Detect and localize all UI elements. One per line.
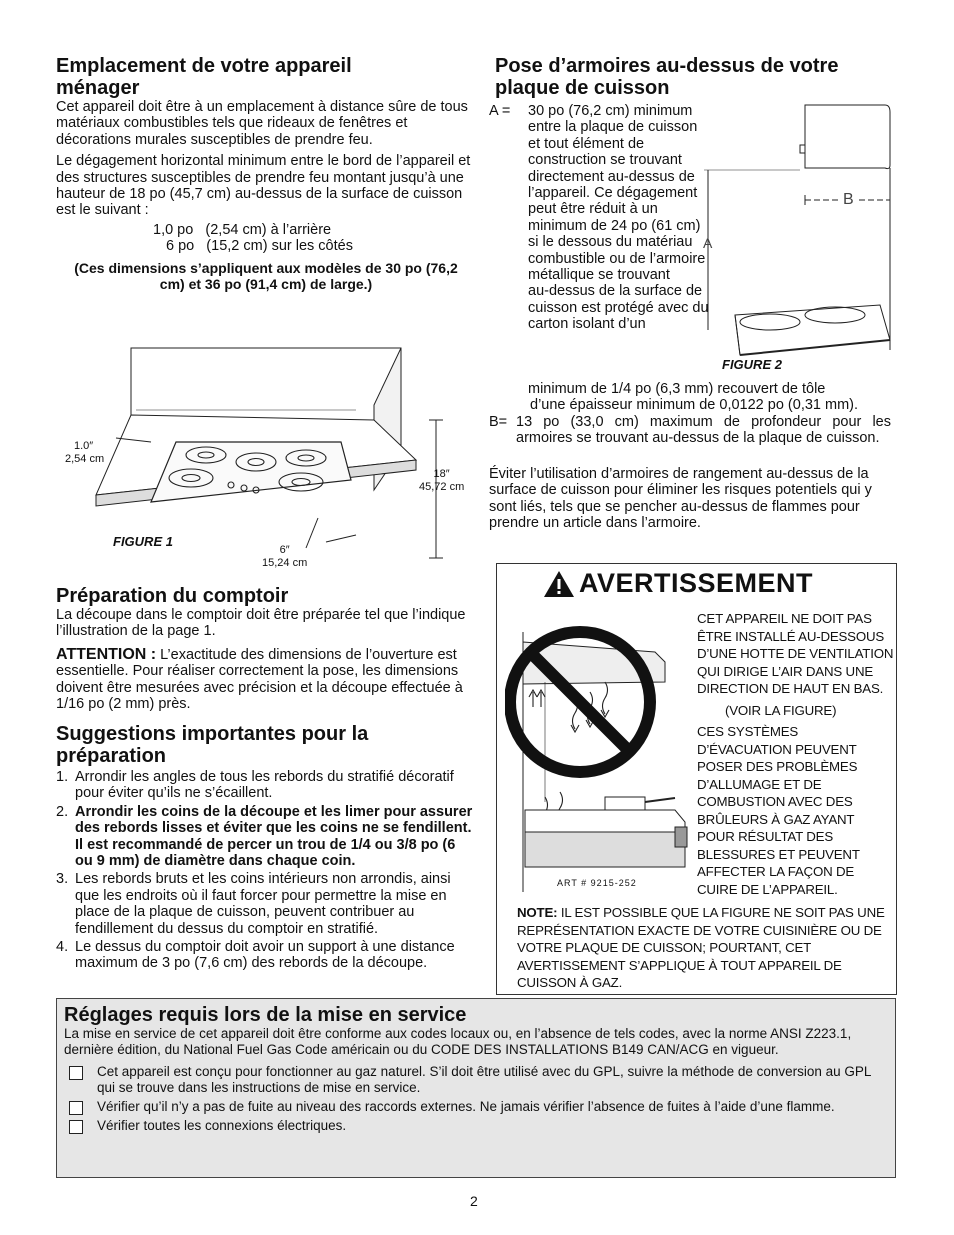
section-armoires — [495, 55, 895, 99]
warning-header — [542, 568, 813, 599]
warning-title: AVERTISSEMENT — [579, 568, 814, 598]
paragraph: La mise en service de cet appareil doit être conforme aux codes locaux ou, en l’absence de tels codes, avec la norme ANSI Z223.1, dernière édition, du National Fuel Gas Code américain ou du CODE DES INSTALLATIONS B149 CAN/ACG en vigueur. — [64, 1026, 852, 1057]
clearance-rear: 1,0 po (2,54 cm) à l’arrière — [153, 221, 332, 238]
checkbox[interactable] — [69, 1101, 83, 1115]
checkbox[interactable] — [69, 1120, 83, 1134]
checklist-item: Vérifier toutes les connexions électriques. — [64, 1118, 888, 1134]
section-suggestions — [56, 723, 476, 972]
dimension-note: (Ces dimensions s’appliquent aux modèles de 30 po (76,2 cm) et 36 po (91,4 cm) de large.) — [74, 259, 458, 293]
list-item: 2. Arrondir les coins de la découpe et les limer pour assurer des rebords lisses et éviter que les coins ne se fendillent. Il est recommandé de percer un trou de 1/4 ou 3/8 po (6 ou 9 mm) de diamètre dans chaque coin. — [56, 803, 473, 870]
warning-illustration — [505, 622, 695, 897]
warning-box — [496, 563, 897, 995]
figure-1-caption: FIGURE 1 — [113, 534, 173, 549]
clearance-b: B= 13 po (33,0 cm) maximum de profondeur pour les armoires se trouvant au‑dessus de la plaque de cuisson. — [489, 414, 891, 447]
checklist-item: Vérifier qu’il n’y a pas de fuite au niveau des raccords externes. Ne jamais vérifier l’absence de fuites à l’aide d’une flamme. — [64, 1099, 888, 1115]
paragraph: Cet appareil doit être à un emplacement à distance sûre de tous matériaux combustibles tels que rideaux de fenêtres et décorations murales susceptibles de prendre feu. — [56, 99, 468, 148]
section-preparation-comptoir — [56, 585, 476, 712]
art-number: ART # 9215-252 — [557, 878, 637, 888]
figure-2-caption: FIGURE 2 — [722, 357, 782, 372]
list-item: 3. Les rebords bruts et les coins intérieurs non arrondis, ainsi que les endroits où il faut forcer pour permettre la mise en place de la plaque de cuisson, peuvent contribuer au fendillement du dessus du comptoir en stratifié. — [56, 871, 451, 937]
figure-2-label-b: B — [843, 191, 854, 208]
section-title: Préparation du comptoir — [56, 585, 289, 607]
list-item: 4. Le dessus du comptoir doit avoir un support à une distance maximum de 3 po (7,6 cm) des rebords de la découpe. — [56, 939, 455, 972]
section-title: Suggestions importantes pour la préparation — [56, 723, 369, 767]
suggestions-list — [56, 769, 476, 972]
warning-text: CET APPAREIL NE DOIT PAS ÊTRE INSTALLÉ AU‑DESSOUS D’UNE HOTTE DE VENTILATION QUI DIRIGE L’AIR DANS UNE DIRECTION DE HAUT EN BAS. (VOIR LA FIGURE) CES SYSTÈMES D’ÉVACUATION PEUVENT POSER DES PROBLÈMES D’ALLUMAGE ET DE COMBUSTION AVEC DES BRÛLEURS À GAZ AYANT POUR RÉSULTAT DES BLESSURES ET PEUVENT AFFECTER LA FAÇON DE CUIRE DE L’APPAREIL. — [697, 611, 894, 897]
warning-note: NOTE: IL EST POSSIBLE QUE LA FIGURE NE SOIT PAS UNE REPRÉSENTATION EXACTE DE VOTRE CUISINIÈRE OU DE VOTRE PLAQUE DE CUISSON; POURTANT, CET AVERTISSEMENT S’APPLIQUE À TOUT APPAREIL DE CUISSON À GAZ. — [517, 905, 885, 990]
paragraph: La découpe dans le comptoir doit être préparée tel que l’indique l’illustration de la page 1. — [56, 607, 466, 640]
clearance-sides: 6 po (15,2 cm) sur les côtés — [166, 238, 353, 255]
warning-triangle-icon — [542, 569, 576, 599]
checklist — [64, 1064, 888, 1134]
reglages-box — [56, 998, 896, 1178]
dim-height: 18″ 45,72 cm — [419, 468, 465, 493]
clearance-a: A = 30 po (76,2 cm) minimum entre la plaque de cuisson et tout élément de construction se trouvant directement au‑dessus de l’appareil. Ce dégagement peut être réduit à un minimum de 24 po (61 cm) si le dessous du matériau combustible ou de l’armoire métallique se trouvant au‑dessus de la surface de cuisson est protégé avec du carton isolant d’un — [489, 103, 709, 333]
dim-side: 6″ 15,24 cm — [262, 544, 308, 569]
page-number: 2 — [470, 1193, 478, 1209]
avoid-paragraph: Éviter l’utilisation d’armoires de rangement au‑dessus de la surface de cuisson pour éliminer les risques potentiels qui y sont liés, tels que se pencher au‑dessus de flammes pour prendre un article dans l’armoire. — [489, 466, 872, 532]
section-emplacement — [56, 55, 476, 292]
attention-paragraph: ATTENTION : L’exactitude des dimensions de l’ouverture est essentielle. Pour réaliser correctement la pose, les dimensions doivent être mesurées avec précision et la découpe effectuée à 1/16 po (2 mm) près. — [56, 645, 463, 713]
section-title: Réglages requis lors de la mise en service — [64, 1004, 467, 1026]
list-item: 1. Arrondir les angles de tous les rebords du stratifié décoratif pour éviter qu’ils ne s’écaillent. — [56, 769, 454, 802]
figure-2-label-a: A — [703, 235, 713, 251]
checkbox[interactable] — [69, 1066, 83, 1080]
section-title: Pose d’armoires au‑dessus de votre plaque de cuisson — [495, 55, 839, 99]
figure-2-cabinet-illustration — [700, 100, 895, 370]
paragraph: Le dégagement horizontal minimum entre le bord de l’appareil et des structures susceptibles de prendre feu montant jusqu’à une hauteur de 18 po (45,7 cm) au‑dessus de la surface de cuisson est le suivant : — [56, 153, 471, 219]
section-title: Emplacement de votre appareil ménager — [56, 55, 352, 99]
checklist-item: Cet appareil est conçu pour fonctionner au gaz naturel. S’il doit être utilisé avec du GPL, suivre la méthode de conversion au GPL qui se trouve dans les instructions de mise en service. — [64, 1064, 888, 1096]
dim-rear: 1.0″ 2,54 cm — [65, 440, 105, 465]
clearance-a-continued: minimum de 1/4 po (6,3 mm) recouvert de tôle d’une épaisseur minimum de 0,0122 po (0,31 mm). — [528, 381, 859, 414]
